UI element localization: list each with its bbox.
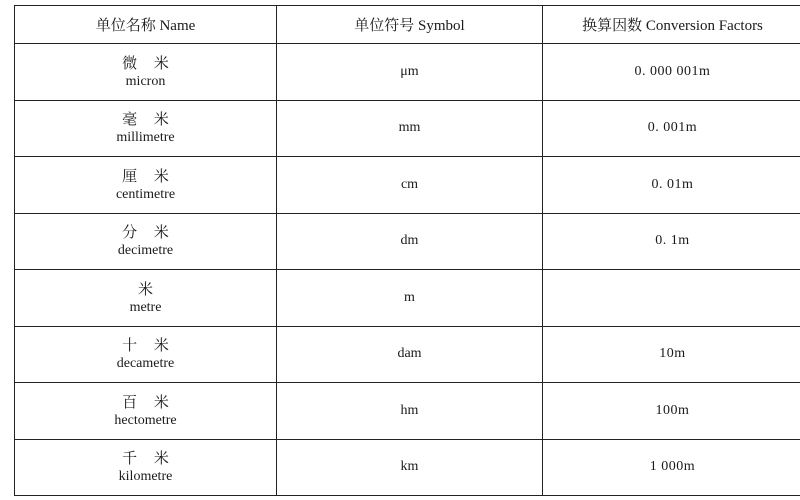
table-header-row: [15, 6, 800, 44]
unit-name-cell: [15, 383, 277, 440]
conversion-factor-cell: 0. 01m: [543, 157, 800, 214]
unit-symbol-cell: dam: [277, 326, 543, 383]
unit-name-zh: 十 米: [122, 336, 175, 355]
table-row: [15, 44, 800, 101]
unit-symbol-cell: hm: [277, 383, 543, 440]
conversion-factor-cell: 0. 000 001m: [543, 44, 800, 101]
unit-name-cell: [15, 157, 277, 214]
unit-symbol-cell: km: [277, 439, 543, 496]
table-row: [15, 326, 800, 383]
unit-name-cell: [15, 326, 277, 383]
table-row: [15, 270, 800, 327]
unit-symbol-cell: mm: [277, 100, 543, 157]
unit-name-en: metre: [129, 299, 162, 315]
unit-name-en: decametre: [116, 356, 175, 372]
table-row: [15, 157, 800, 214]
unit-name-zh: 分 米: [122, 223, 175, 242]
conversion-factor-cell: 0. 1m: [543, 213, 800, 270]
table-row: [15, 439, 800, 496]
table-row: [15, 383, 800, 440]
unit-name-zh: 厘 米: [122, 166, 175, 185]
unit-name-en: millimetre: [116, 130, 175, 146]
conversion-factor-cell: 0. 001m: [543, 100, 800, 157]
unit-name-en: micron: [125, 73, 166, 89]
table-row: [15, 100, 800, 157]
conversion-factor-cell: [543, 270, 800, 327]
unit-conversion-table: [14, 5, 800, 496]
unit-name-en: kilometre: [118, 469, 173, 485]
unit-name-en: centimetre: [115, 186, 176, 202]
unit-name-cell: [15, 270, 277, 327]
header-name: 单位名称 Name: [15, 6, 277, 44]
unit-name-cell: [15, 44, 277, 101]
unit-name-zh: 米: [137, 279, 159, 298]
table-row: [15, 213, 800, 270]
unit-name-zh: 微 米: [122, 53, 175, 72]
unit-name-zh: 毫 米: [122, 110, 175, 129]
unit-symbol-cell: dm: [277, 213, 543, 270]
header-symbol: 单位符号 Symbol: [277, 6, 543, 44]
conversion-factor-cell: 1 000m: [543, 439, 800, 496]
unit-name-cell: [15, 439, 277, 496]
unit-symbol-cell: m: [277, 270, 543, 327]
unit-name-zh: 千 米: [122, 449, 175, 468]
conversion-factor-cell: 10m: [543, 326, 800, 383]
unit-name-en: decimetre: [117, 243, 174, 259]
unit-name-en: hectometre: [114, 412, 177, 428]
unit-symbol-cell: μm: [277, 44, 543, 101]
unit-symbol-cell: cm: [277, 157, 543, 214]
unit-name-zh: 百 米: [122, 392, 175, 411]
conversion-factor-cell: 100m: [543, 383, 800, 440]
unit-name-cell: [15, 213, 277, 270]
unit-name-cell: [15, 100, 277, 157]
header-conversion-factor: 换算因数 Conversion Factors: [543, 6, 800, 44]
